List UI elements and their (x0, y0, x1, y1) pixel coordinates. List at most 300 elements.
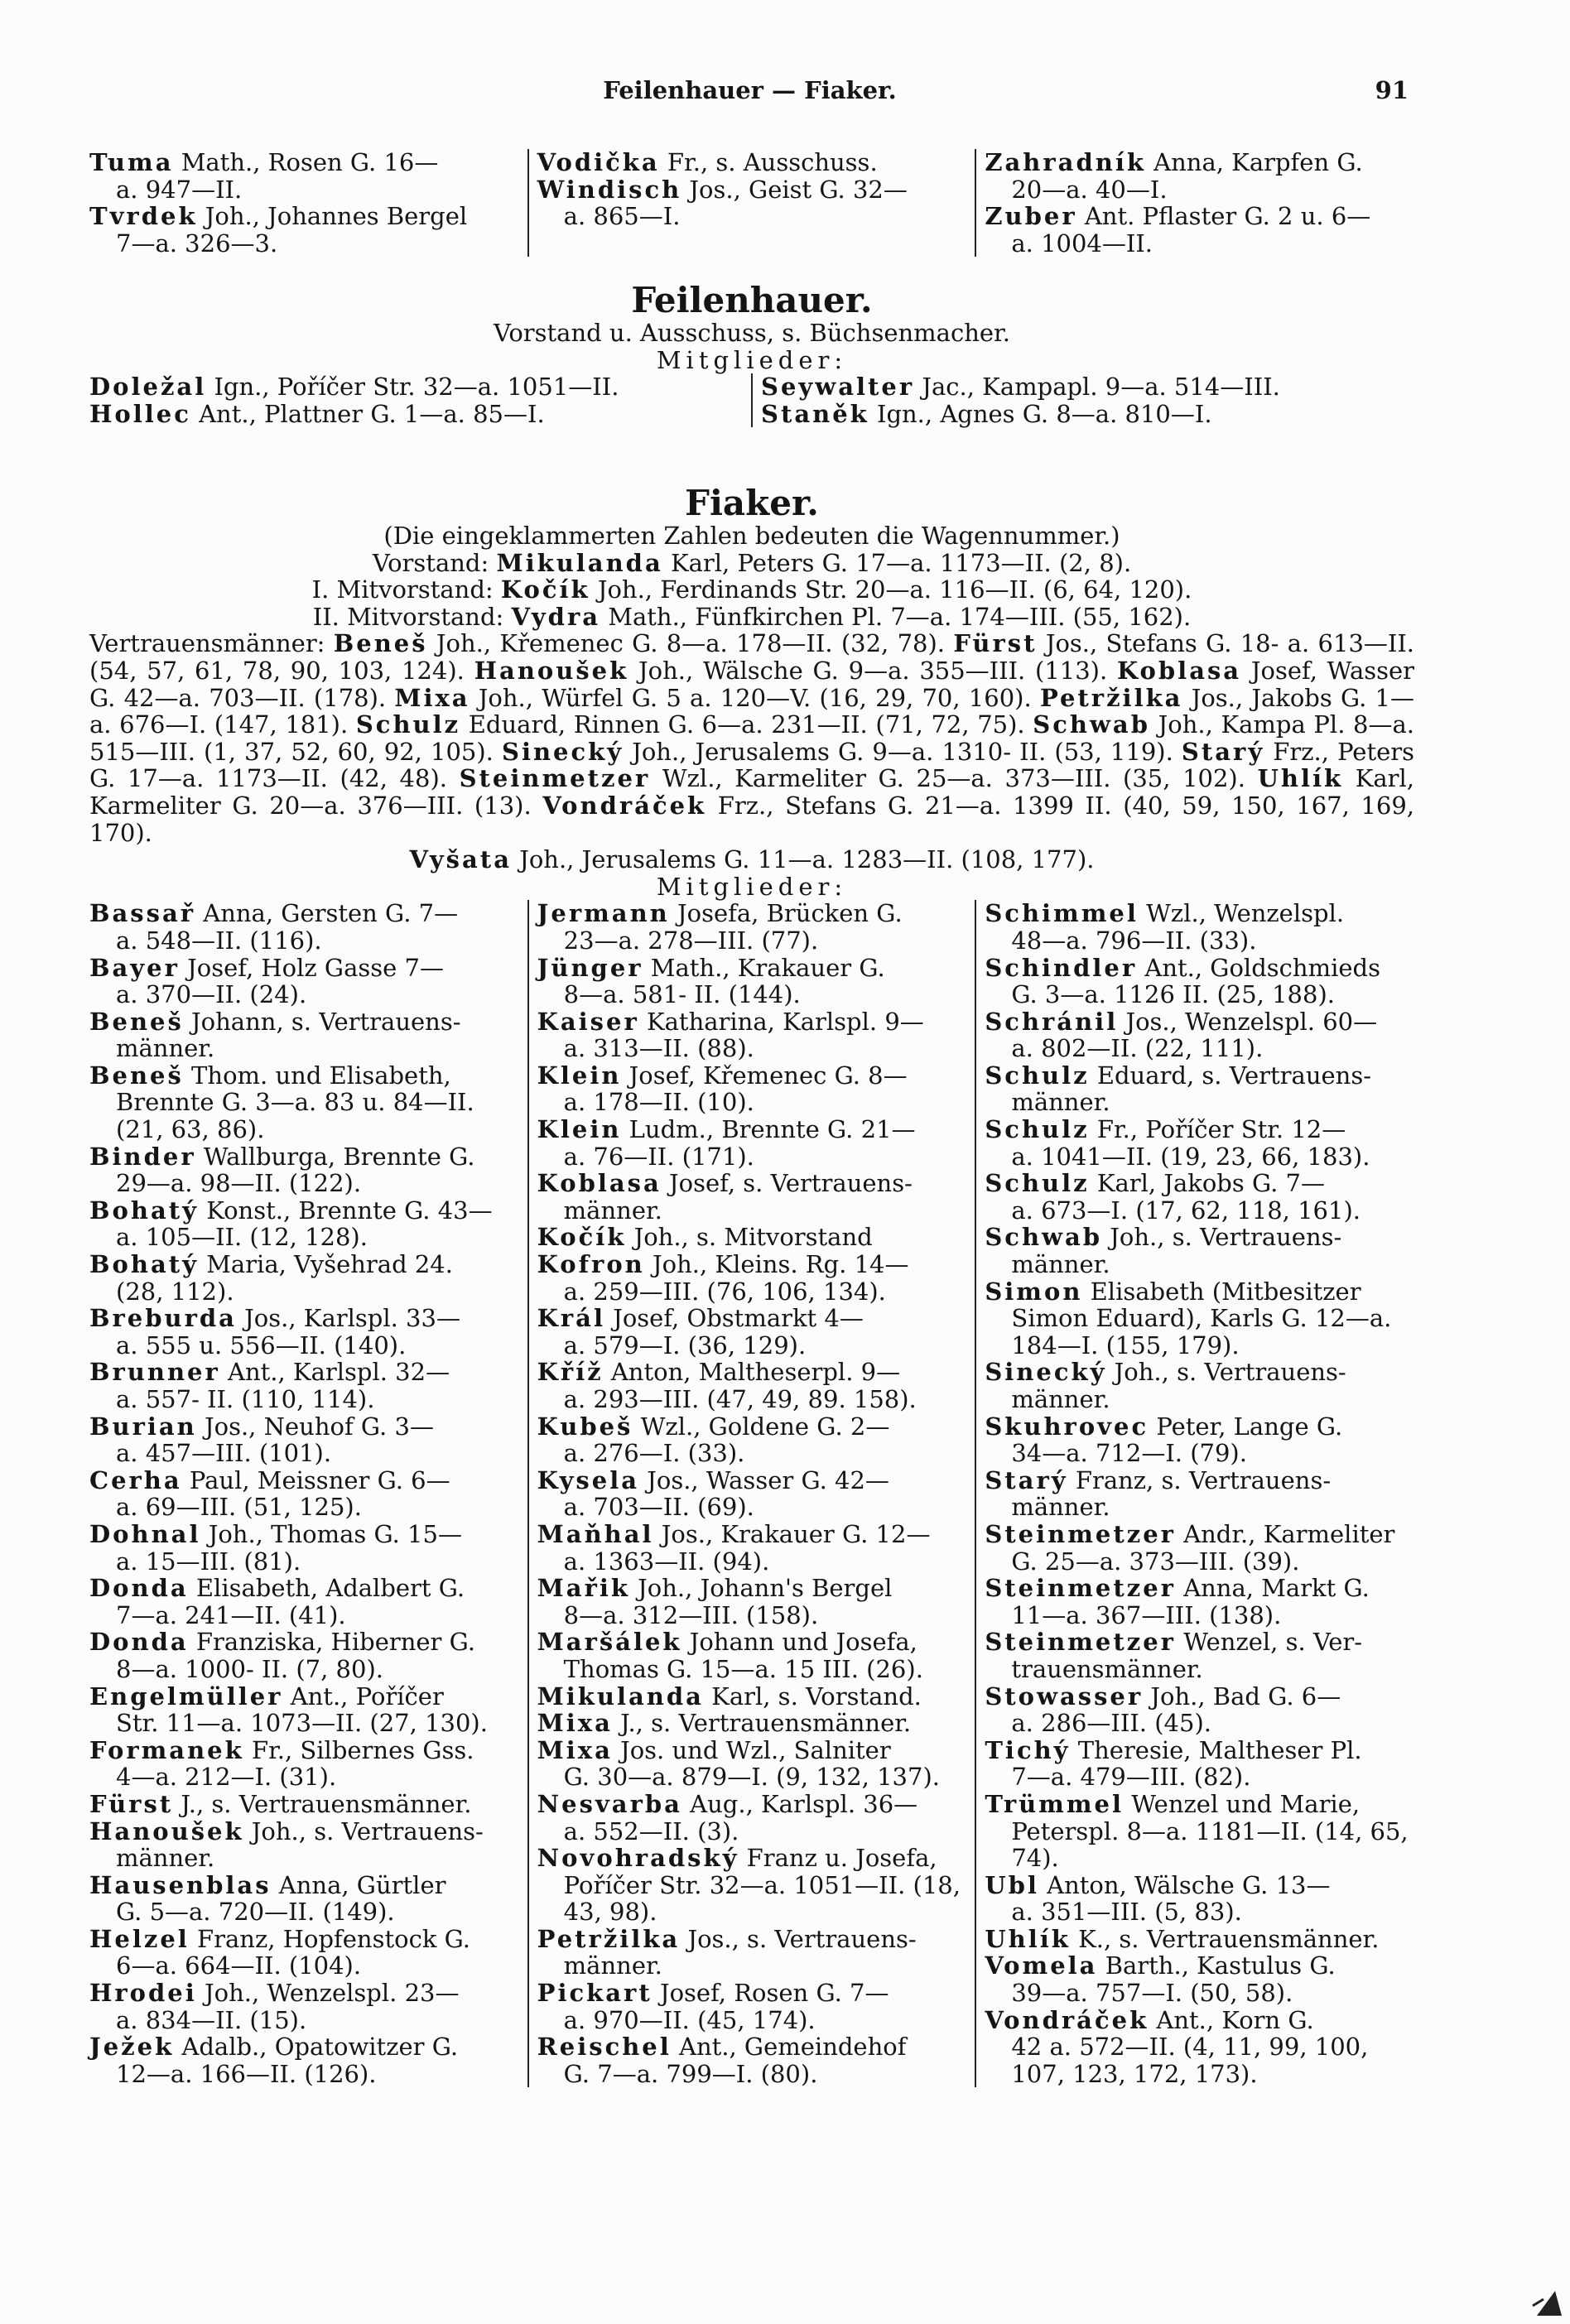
entry-text: Elisabeth, Adalbert G. (195, 1574, 465, 1603)
entry-continuation: männer. (1011, 1250, 1110, 1279)
entry-text: Franz u. Josefa, (746, 1844, 937, 1873)
entry-name: Trümmel (985, 1789, 1125, 1818)
list-entry (537, 1062, 967, 1116)
entry-continuation: männer. (116, 1034, 215, 1063)
fiaker-section (89, 484, 1414, 2087)
list-entry (537, 1845, 967, 1926)
vertrauensmann-name: Uhlík (1257, 764, 1344, 793)
fiaker-vorstand (89, 550, 1414, 577)
entry-text: Math., Rosen G. 16— (181, 148, 439, 176)
list-entry (537, 1926, 967, 1980)
entry-continuation: 7—a. 326—3. (116, 229, 278, 257)
entry-text: Jos., Wasser G. 42— (647, 1465, 889, 1494)
list-entry (89, 1791, 519, 1818)
vertrauensmann-name: Mixa (394, 683, 470, 712)
entry-text: Anna, Gürtler (278, 1870, 446, 1899)
entry-name: Klein (537, 1061, 622, 1090)
entry-name: Skuhrovec (985, 1412, 1149, 1441)
feilenhauer-section (89, 281, 1414, 427)
vertrauensmann-text: Eduard, Rinnen G. 6—a. 231—II. (71, 72, 75). (468, 710, 1025, 739)
list-entry (537, 176, 967, 230)
entry-continuation: a. 276—I. (33). (563, 1439, 745, 1468)
vertrauensmaenner-paragraph (89, 630, 1414, 846)
vertrauensmann-text: Karl, Karmeliter G. 20—a. 376—III. (13). (89, 764, 1415, 820)
entry-text: Fr., Poříčer Str. 12— (1096, 1115, 1346, 1144)
list-entry (89, 1980, 519, 2033)
entry-name: Král (537, 1304, 605, 1333)
entry-name: Mixa (537, 1735, 613, 1764)
list-entry (89, 373, 743, 401)
list-entry (537, 1629, 967, 1682)
list-entry (537, 1413, 967, 1467)
entry-continuation: a. 1004—II. (1011, 229, 1153, 257)
vertrauensmann-text: Joh., Křemenec G. 8—a. 178—II. (32, 78). (436, 629, 946, 658)
entry-text: Wzl., Wenzelspl. (1146, 899, 1345, 928)
entry-text: Maria, Vyšehrad 24. (206, 1250, 453, 1279)
list-entry (985, 1224, 1414, 1277)
top-continuation (89, 149, 1414, 257)
corner-mark (1504, 2208, 1570, 2324)
list-entry (985, 1521, 1414, 1575)
entry-text: Karl, Jakobs G. 7— (1096, 1169, 1325, 1198)
entry-name: Kříž (537, 1358, 604, 1387)
entry-name: Helzel (89, 1924, 190, 1953)
entry-continuation: 6—a. 664—II. (104). (116, 1951, 362, 1980)
entry-continuation: männer. (1011, 1385, 1110, 1413)
entry-name: Schwab (985, 1223, 1103, 1252)
entry-continuation: 4—a. 212—I. (31). (116, 1763, 337, 1792)
entry-name: Sinecký (985, 1358, 1107, 1387)
entry-continuation: 42 a. 572—II. (4, 11, 99, 100, 107, 123, 172, 173). (1011, 2033, 1369, 2088)
vorstand-text: Karl, Peters G. 17—a. 1173—II. (2, 8). (670, 548, 1132, 577)
entry-name: Schulz (985, 1169, 1090, 1198)
list-entry (985, 203, 1414, 257)
entry-continuation: (28, 112). (116, 1277, 234, 1306)
entry-text: Joh., Bad G. 6— (1150, 1682, 1341, 1711)
list-entry (537, 1791, 967, 1845)
list-entry (537, 1251, 967, 1305)
vertrauensmann-text: Joh., Würfel G. 5 a. 120—V. (16, 29, 70, 160). (478, 683, 1032, 712)
vysata-name: Vyšata (409, 845, 512, 874)
list-entry (761, 401, 1414, 428)
entry-text: Johann und Josefa, (689, 1628, 917, 1657)
entry-text: Anna, Karpfen G. (1153, 148, 1363, 176)
running-title: Feilenhauer — Fiaker. (603, 76, 897, 104)
entry-text: Ant., Poříčer (290, 1682, 444, 1711)
entry-text: Konst., Brennte G. 43— (206, 1196, 493, 1225)
list-entry (985, 1170, 1414, 1224)
list-entry (89, 1575, 519, 1629)
list-entry (985, 1467, 1414, 1521)
vertrauens-label: Vertrauensmänner: (89, 629, 325, 658)
entry-continuation: a. 15—III. (81). (116, 1547, 301, 1576)
entry-name: Formanek (89, 1735, 244, 1764)
list-entry (761, 373, 1414, 401)
vertrauensmann-name: Fürst (953, 629, 1038, 658)
entry-text: Anna, Gersten G. 7— (203, 899, 459, 928)
list-entry (537, 1575, 967, 1629)
mitvorstand1-name: Kočík (500, 575, 590, 604)
entry-text: Elisabeth (Mitbesitzer (1090, 1277, 1361, 1306)
list-entry (537, 1737, 967, 1791)
entry-continuation: 34—a. 712—I. (79). (1011, 1439, 1247, 1468)
entry-text: K., s. Vertrauensmänner. (1078, 1924, 1380, 1953)
entry-name: Beneš (89, 1061, 184, 1090)
entry-continuation: 11—a. 367—III. (138). (1011, 1600, 1282, 1629)
entry-text: Joh., s. Vertrauens- (1110, 1223, 1342, 1252)
list-entry (537, 1683, 967, 1711)
entry-continuation: männer. (1011, 1493, 1110, 1522)
vertrauensmann-name: Petržilka (1039, 683, 1183, 712)
entry-text: Joh., Thomas G. 15— (208, 1519, 462, 1548)
list-entry (985, 1926, 1414, 1953)
entry-continuation: a. 370—II. (24). (116, 980, 307, 1009)
vysata-text: Joh., Jerusalems G. 11—a. 1283—II. (108, 177). (519, 845, 1095, 874)
entry-text: Peter, Lange G. (1156, 1412, 1343, 1441)
entry-name: Fürst (89, 1789, 174, 1818)
vertrauensmann-text: Frz., Stefans G. 21—a. 1399 II. (40, 59, 150, 167, 169, 170). (89, 791, 1415, 847)
list-entry (89, 1629, 519, 1682)
page-header (91, 76, 1409, 109)
entry-continuation: a. 865—I. (563, 202, 681, 231)
entry-continuation: a. 834—II. (15). (116, 2005, 307, 2034)
list-entry (89, 1521, 519, 1575)
entry-name: Hausenblas (89, 1870, 272, 1899)
entry-column (89, 149, 527, 257)
feilenhauer-title: Feilenhauer. (631, 280, 873, 320)
entry-text: Josefa, Brücken G. (677, 899, 903, 928)
entry-text: Karl, s. Vorstand. (711, 1682, 922, 1711)
vertrauensmann-name: Schwab (1033, 710, 1150, 739)
entry-continuation: männer. (563, 1951, 662, 1980)
entry-text: J., s. Vertrauensmänner. (181, 1789, 472, 1818)
entry-text: Jos., Neuhof G. 3— (205, 1412, 434, 1441)
entry-name: Reischel (537, 2033, 672, 2062)
list-entry (537, 1116, 967, 1170)
entry-continuation: a. 552—II. (3). (563, 1816, 739, 1845)
list-entry (985, 955, 1414, 1008)
entry-name: Kysela (537, 1465, 640, 1494)
entry-continuation: Poříčer Str. 32—a. 1051—II. (18, 43, 98). (563, 1870, 961, 1927)
entry-name: Schindler (985, 953, 1138, 982)
list-entry (537, 1710, 967, 1737)
entry-name: Jünger (537, 953, 643, 982)
entry-name: Bohatý (89, 1250, 199, 1279)
list-entry (537, 1359, 967, 1412)
entry-name: Windisch (537, 175, 682, 204)
list-entry (89, 1737, 519, 1791)
entry-continuation: G. 3—a. 1126 II. (25, 188). (1011, 980, 1335, 1009)
entry-name: Zuber (985, 202, 1077, 231)
entry-continuation: a. 351—III. (5, 83). (1011, 1898, 1242, 1927)
list-entry (89, 1197, 519, 1251)
list-entry (89, 1467, 519, 1521)
entry-name: Kočík (537, 1223, 627, 1252)
entry-name: Vodička (537, 148, 660, 176)
entry-name: Maršálek (537, 1628, 682, 1657)
entry-text: Ign., Agnes G. 8—a. 810—I. (876, 399, 1212, 428)
entry-name: Hanoušek (89, 1816, 244, 1845)
entry-text: Fr., Silbernes Gss. (251, 1735, 474, 1764)
list-entry (537, 1305, 967, 1359)
fiaker-mitvorstand-2 (89, 604, 1414, 631)
entry-text: Joh., Wenzelspl. 23— (205, 1979, 460, 2008)
list-entry (537, 1521, 967, 1575)
entry-text: Jos., Krakauer G. 12— (661, 1519, 931, 1548)
entry-name: Schulz (985, 1115, 1090, 1144)
list-entry (89, 1251, 519, 1305)
list-entry (537, 2033, 967, 2087)
entry-name: Mikulanda (537, 1682, 704, 1711)
entry-text: Jos. und Wzl., Salniter (620, 1735, 891, 1764)
entry-name: Schimmel (985, 899, 1139, 928)
entry-name: Petržilka (537, 1924, 681, 1953)
vorstand-name: Mikulanda (496, 548, 663, 577)
list-entry (537, 149, 967, 176)
entry-text: Joh., Kleins. Rg. 14— (652, 1250, 909, 1279)
entry-continuation: a. 548—II. (116). (116, 926, 322, 955)
list-entry (89, 1062, 519, 1143)
entry-name: Engelmüller (89, 1682, 283, 1711)
entry-name: Koblasa (537, 1169, 662, 1198)
entry-column (527, 900, 975, 2087)
entry-text: Ant., Plattner G. 1—a. 85—I. (199, 399, 545, 428)
list-entry (985, 1413, 1414, 1467)
list-entry (985, 1952, 1414, 2006)
entry-continuation: 48—a. 796—II. (33). (1011, 926, 1257, 955)
entry-name: Binder (89, 1142, 196, 1171)
entry-text: Math., Krakauer G. (650, 953, 885, 982)
entry-continuation: a. 802—II. (22, 111). (1011, 1034, 1264, 1063)
vertrauensmann-name: Sinecký (502, 737, 624, 766)
vertrauensmann-text: Josef, Wasser G. 42—a. 703—II. (178). (89, 656, 1415, 712)
entry-name: Klein (537, 1115, 622, 1144)
list-entry (537, 1980, 967, 2033)
entry-text: Anton, Wälsche G. 13— (1047, 1870, 1331, 1899)
entry-name: Bayer (89, 953, 180, 982)
list-entry (89, 2033, 519, 2087)
entry-text: Jac., Kampapl. 9—a. 514—III. (922, 373, 1280, 402)
entry-text: Franz, Hopfenstock G. (197, 1924, 470, 1953)
entry-name: Steinmetzer (985, 1628, 1176, 1657)
entry-text: Josef, Obstmarkt 4— (613, 1304, 864, 1333)
entry-continuation: Str. 11—a. 1073—II. (27, 130). (116, 1709, 488, 1738)
entry-text: Jos., Geist G. 32— (689, 175, 908, 204)
list-entry (89, 1413, 519, 1467)
vertrauensmann-text: Joh., Wälsche G. 9—a. 355—III. (113). (638, 656, 1108, 685)
entry-continuation: Thomas G. 15—a. 15 III. (26). (563, 1654, 923, 1683)
entry-text: Ant. Pflaster G. 2 u. 6— (1084, 202, 1371, 231)
entry-name: Vondráček (985, 2005, 1149, 2034)
entry-text: Joh., Johann's Bergel (638, 1574, 893, 1603)
entry-continuation: 8—a. 581- II. (144). (563, 980, 801, 1009)
fiaker-mitvorstand-1 (89, 576, 1414, 604)
vertrauensmann-text: Frz., Peters G. 17—a. 1173—II. (42, 48). (89, 737, 1415, 793)
list-entry (537, 1008, 967, 1062)
list-entry (985, 900, 1414, 954)
entry-continuation: a. 178—II. (10). (563, 1088, 754, 1117)
vertrauensmann-name: Schulz (355, 710, 461, 739)
list-entry (89, 1305, 519, 1359)
entry-text: Ludm., Brennte G. 21— (628, 1115, 916, 1144)
fiaker-title: Fiaker. (685, 483, 819, 523)
list-entry (985, 1737, 1414, 1791)
entry-text: Eduard, s. Vertrauens- (1096, 1061, 1372, 1090)
entry-text: Wenzel, s. Ver- (1183, 1628, 1363, 1657)
entry-name: Seywalter (761, 373, 915, 402)
entry-column (751, 373, 1414, 427)
list-entry (89, 203, 519, 257)
mitvorstand2-name: Vydra (511, 602, 601, 631)
entry-name: Mixa (537, 1709, 613, 1738)
entry-name: Schránil (985, 1007, 1119, 1036)
entry-name: Breburda (89, 1304, 237, 1333)
list-entry (537, 1224, 967, 1251)
list-entry (985, 1062, 1414, 1116)
entry-text: J., s. Vertrauensmänner. (620, 1709, 912, 1738)
entry-name: Staněk (761, 399, 869, 428)
list-entry (537, 955, 967, 1008)
entry-text: Jos., Karlspl. 33— (244, 1304, 460, 1333)
entry-text: Wallburga, Brennte G. (203, 1142, 475, 1171)
entry-name: Simon (985, 1277, 1083, 1306)
entry-name: Dohnal (89, 1519, 201, 1548)
entry-continuation: G. 25—a. 373—III. (39). (1011, 1547, 1300, 1576)
entry-text: Katharina, Karlspl. 9— (646, 1007, 924, 1036)
entry-continuation: a. 703—II. (69). (563, 1493, 754, 1522)
entry-name: Beneš (89, 1007, 184, 1036)
vertrauensmann-name: Starý (1181, 737, 1265, 766)
list-entry (89, 401, 743, 428)
entry-continuation: a. 1363—II. (94). (563, 1547, 770, 1576)
entry-continuation: 7—a. 479—III. (82). (1011, 1763, 1251, 1792)
entry-continuation: a. 579—I. (36, 129). (563, 1330, 807, 1359)
entry-text: Ant., Korn G. (1156, 2005, 1314, 2034)
list-entry (89, 955, 519, 1008)
vertrauensmann-text: Joh., Jerusalems G. 9—a. 1310- II. (53, 119). (632, 737, 1173, 766)
vertrauensmann-name: Hanoušek (474, 656, 629, 685)
list-entry (89, 1143, 519, 1197)
entry-name: Kofron (537, 1250, 645, 1279)
entry-continuation: a. 1041—II. (19, 23, 66, 183). (1011, 1142, 1370, 1171)
entry-name: Vomela (985, 1951, 1098, 1980)
entry-name: Hollec (89, 399, 191, 428)
entry-name: Ježek (89, 2033, 175, 2062)
entry-text: Jos., s. Vertrauens- (687, 1924, 917, 1953)
entry-continuation: Brennte G. 3—a. 83 u. 84—II. (21, 63, 86). (116, 1088, 474, 1144)
entry-text: Wenzel und Marie, (1131, 1789, 1361, 1818)
entry-name: Kaiser (537, 1007, 639, 1036)
entry-name: Bohatý (89, 1196, 199, 1225)
vertrauensmann-name: Vondráček (542, 791, 707, 820)
entry-continuation: 12—a. 166—II. (126). (116, 2059, 377, 2088)
entry-name: Cerha (89, 1465, 182, 1494)
vysata-line (89, 846, 1414, 873)
entry-continuation: 29—a. 98—II. (122). (116, 1169, 362, 1198)
fiaker-note: (Die eingeklammerten Zahlen bedeuten die Wagennummer.) (383, 522, 1120, 550)
entry-name: Starý (985, 1465, 1068, 1494)
entry-name: Tuma (89, 148, 174, 176)
list-entry (985, 1116, 1414, 1170)
entry-text: Josef, s. Vertrauens- (669, 1169, 913, 1198)
entry-name: Donda (89, 1628, 189, 1657)
entry-continuation: a. 673—I. (17, 62, 118, 161). (1011, 1196, 1361, 1225)
entry-name: Burian (89, 1412, 197, 1441)
entry-column (975, 149, 1414, 257)
mitvorstand1-label: I. Mitvorstand: (311, 575, 494, 604)
list-entry (89, 1926, 519, 1980)
entry-continuation: 39—a. 757—I. (50, 58). (1011, 1979, 1293, 2008)
list-entry (985, 1683, 1414, 1737)
entry-continuation: a. 970—II. (45, 174). (563, 2005, 816, 2034)
mitvorstand1-text: Joh., Ferdinands Str. 20—a. 116—II. (6, 64, 120). (597, 575, 1192, 604)
list-entry (985, 2007, 1414, 2088)
entry-continuation: a. 286—III. (45). (1011, 1709, 1211, 1738)
entry-name: Donda (89, 1574, 189, 1603)
entry-column (975, 900, 1414, 2087)
entry-continuation: männer. (116, 1844, 215, 1873)
list-entry (985, 1278, 1414, 1359)
entry-text: Thom. und Elisabeth, (191, 1061, 451, 1090)
list-entry (985, 1791, 1414, 1872)
entry-text: Fr., s. Ausschuss. (667, 148, 878, 176)
entry-continuation: 8—a. 1000- II. (7, 80). (116, 1654, 383, 1683)
page-number: 91 (1375, 76, 1409, 104)
entry-column (89, 373, 751, 427)
entry-text: Josef, Křemenec G. 8— (628, 1061, 908, 1090)
vertrauensmann-text: Jos., Jakobs G. 1—a. 676—I. (147, 181). (89, 683, 1414, 739)
entry-text: Josef, Holz Gasse 7— (187, 953, 444, 982)
entry-name: Brunner (89, 1358, 220, 1387)
entry-name: Mařik (537, 1574, 630, 1603)
entry-text: Ant., Goldschmieds (1144, 953, 1380, 982)
entry-text: Barth., Kastulus G. (1105, 1951, 1336, 1980)
entry-name: Steinmetzer (985, 1574, 1176, 1603)
entry-name: Schulz (985, 1061, 1090, 1090)
entry-text: Franziska, Hiberner G. (195, 1628, 475, 1657)
list-entry (89, 1683, 519, 1737)
entry-continuation: männer. (1011, 1088, 1110, 1117)
entry-text: Jos., Wenzelspl. 60— (1125, 1007, 1378, 1036)
entry-text: Joh., s. Vertrauens- (251, 1816, 484, 1845)
entry-text: Joh., s. Mitvorstand (633, 1223, 873, 1252)
list-entry (89, 1872, 519, 1926)
entry-name: Tvrdek (89, 202, 198, 231)
vorstand-label: Vorstand: (372, 548, 489, 577)
list-entry (537, 1467, 967, 1521)
entry-continuation: a. 457—III. (101). (116, 1439, 332, 1468)
entry-text: Anton, Maltheserpl. 9— (610, 1358, 901, 1387)
entry-name: Bassař (89, 899, 196, 928)
vertrauensmann-text: Jos., Stefans G. 18- a. 613—II. (54, 57, 61, 78, 90, 103, 124). (89, 629, 1415, 685)
entry-text: Joh., s. Vertrauens- (1114, 1358, 1346, 1387)
entry-continuation: 20—a. 40—I. (1011, 175, 1168, 204)
list-entry (985, 1872, 1414, 1926)
entry-name: Tichý (985, 1735, 1071, 1764)
entry-name: Hrodei (89, 1979, 197, 2008)
feilenhauer-mitglieder-label: Mitglieder: (656, 345, 848, 374)
list-entry (89, 149, 519, 203)
entry-name: Kubeš (537, 1412, 633, 1441)
entry-continuation: a. 313—II. (88). (563, 1034, 754, 1063)
list-entry (985, 1359, 1414, 1412)
entry-text: Ant., Karlspl. 32— (228, 1358, 450, 1387)
entry-text: Paul, Meissner G. 6— (189, 1465, 450, 1494)
fiaker-mitglieder-label: Mitglieder: (656, 872, 848, 901)
entry-text: Andr., Karmeliter (1183, 1519, 1395, 1548)
entry-continuation: a. 105—II. (12, 128). (116, 1223, 368, 1252)
entry-continuation: G. 5—a. 720—II. (149). (116, 1898, 395, 1927)
